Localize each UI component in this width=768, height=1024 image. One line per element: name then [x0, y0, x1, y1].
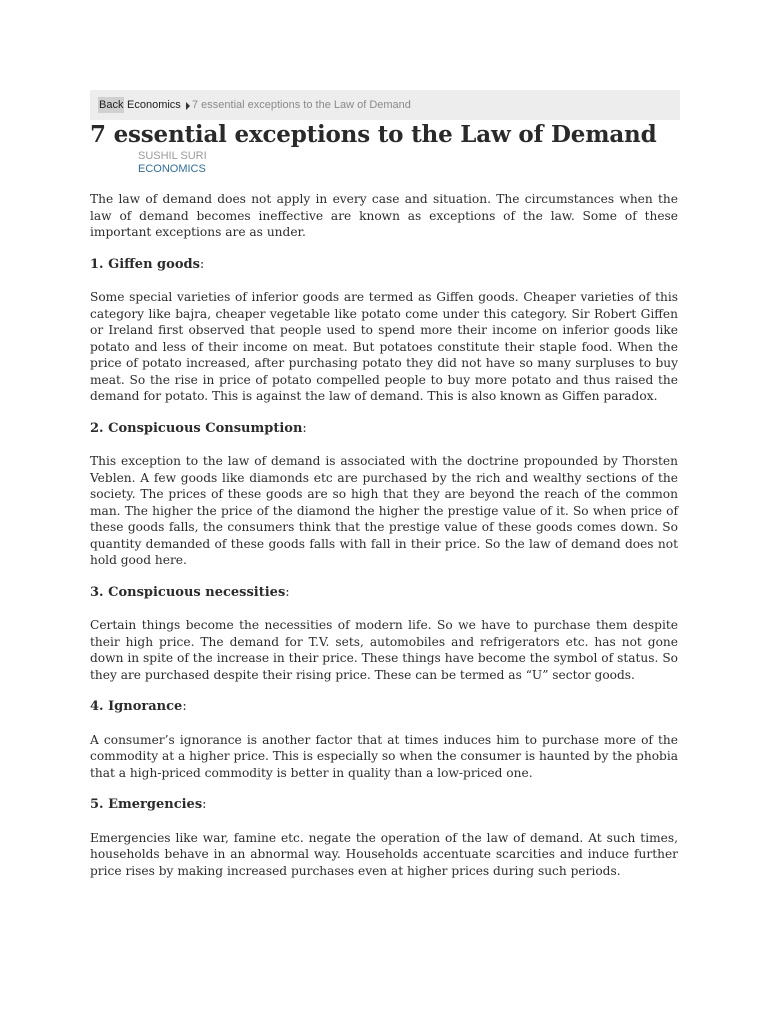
section-heading-text: 5. Emergencies	[90, 797, 203, 812]
section-heading-text: 3. Conspicuous necessities	[90, 584, 286, 600]
section-heading: 1. Giffen goods:	[90, 256, 205, 272]
section-paragraph: This exception to the law of demand is associated with the doctrine propounded by Thorsten Veblen. A few goods like diamonds etc are purchased by the rich and wealthy sections of the society. The prices of these goods are so high that they are beyond the reach of the common man. The higher the price of the diamond the higher the prestige value of it. So when price of these goods falls, the consumers think that the prestige value of these goods comes down. So quantity demanded of these goods falls with fall in their price. So the law of demand does not hold good here.	[90, 454, 678, 567]
section-heading: 4. Ignorance:	[90, 699, 187, 714]
section-heading: 5. Emergencies:	[90, 797, 207, 812]
breadcrumb-current: 7 essential exceptions to the Law of Demand	[192, 99, 411, 111]
section-heading-text: 2. Conspicuous Consumption	[90, 420, 303, 436]
breadcrumb-arrow-icon	[186, 102, 190, 110]
intro-paragraph: The law of demand does not apply in every case and situation. The circumstances when the law of demand becomes ineffective are known as exceptions of the law. Some of these important exceptions are as under.	[90, 192, 678, 239]
section-heading-text: 1. Giffen goods	[90, 256, 200, 272]
section-paragraph: Emergencies like war, famine etc. negate the operation of the law of demand. At such times, households behave in an abnormal way. Households accentuate scarcities and induce further price rises by making increased purchases even at higher prices during such periods.	[90, 830, 678, 878]
article-body	[90, 191, 678, 895]
category-link[interactable]: ECONOMICS	[138, 163, 206, 175]
section-heading: 2. Conspicuous Consumption:	[90, 420, 307, 436]
section-heading: 3. Conspicuous necessities:	[90, 584, 290, 600]
section-paragraph: Certain things become the necessities of modern life. So we have to purchase them despite their high price. The demand for T.V. sets, automobiles and refrigerators etc. has not gone down in spite of the increase in their price. These things have become the symbol of status. So they are purchased despite their rising price. These can be termed as “U” sector goods.	[90, 618, 678, 682]
section-paragraph: A consumer’s ignorance is another factor that at times induces him to purchase more of the commodity at a higher price. This is especially so when the consumer is haunted by the phobia that a high-priced commodity is better in quality than a low-priced one.	[90, 732, 678, 780]
section-heading-text: 4. Ignorance	[90, 699, 183, 714]
back-link[interactable]: Back	[99, 99, 124, 111]
article-title: 7 essential exceptions to the Law of Demand	[90, 121, 657, 148]
breadcrumb-category-link[interactable]: Economics	[127, 99, 181, 111]
breadcrumb	[90, 90, 680, 120]
section-paragraph: Some special varieties of inferior goods are termed as Giffen goods. Cheaper varieties of this category like bajra, cheaper vegetable like potato come under this category. Sir Robert Giffen or Ireland first observed that people used to spend more their income on inferior goods like potato and less of their income on meat. But potatoes constitute their staple food. When the price of potato increased, after purchasing potato they did not have so many surpluses to buy meat. So the rise in price of potato compelled people to buy more potato and thus raised the demand for potato. This is against the law of demand. This is also known as Giffen paradox.	[90, 290, 678, 403]
author-link[interactable]: SUSHIL SURI	[138, 150, 207, 162]
